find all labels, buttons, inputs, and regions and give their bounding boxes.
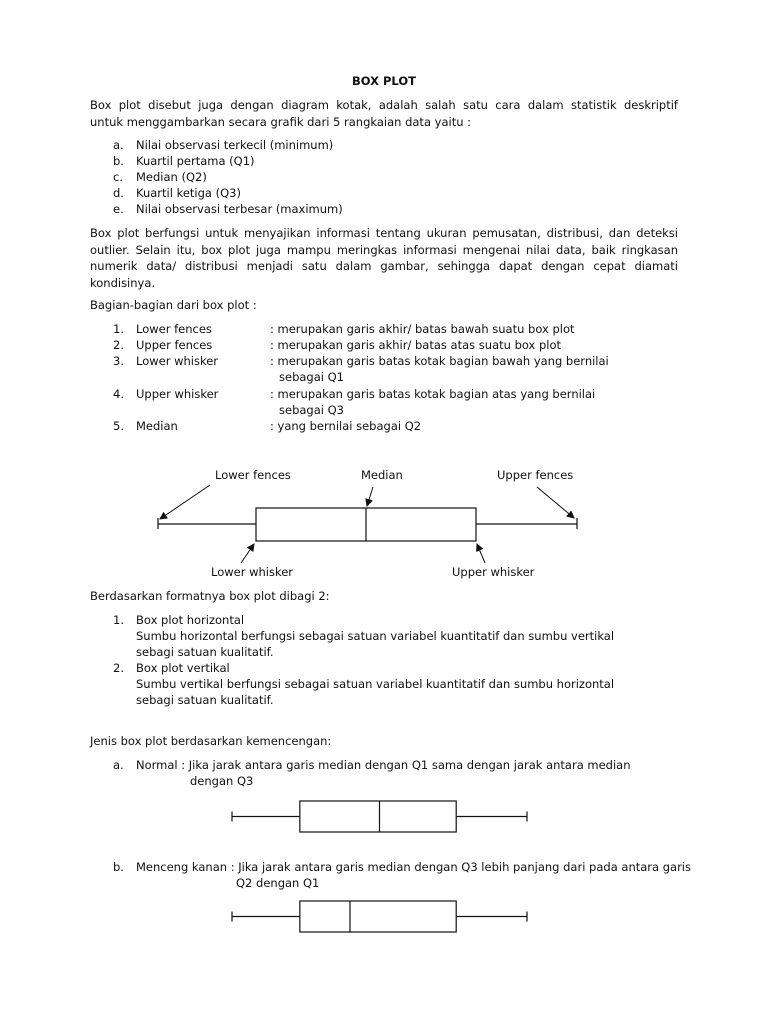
part-term: Lower fences	[136, 322, 212, 336]
median-label: Median	[361, 468, 403, 482]
part-desc-cont: sebagai Q3	[279, 403, 344, 417]
list-marker: e.	[113, 202, 124, 216]
format-desc: Sumbu horizontal berfungsi sebagai satuan variabel kuantitatif dan sumbu vertikal	[136, 629, 615, 643]
skew-normal-desc-cont: dengan Q3	[190, 774, 254, 788]
format-name: Box plot horizontal	[136, 613, 245, 627]
list-marker: b.	[113, 860, 124, 874]
skew-right-desc: Menceng kanan : Jika jarak antara garis median dengan Q3 lebih panjang dari pada antara garis	[136, 860, 691, 874]
list-item: Kuartil pertama (Q1)	[136, 154, 255, 168]
list-item: Median (Q2)	[136, 170, 207, 184]
list-number: 1.	[113, 322, 124, 336]
list-marker: a.	[113, 758, 124, 772]
list-marker: c.	[113, 170, 123, 184]
part-desc: : merupakan garis batas kotak bagian atas yang bernilai	[270, 387, 596, 401]
list-number: 5.	[113, 419, 124, 433]
upper-whisker-label: Upper whisker	[452, 565, 535, 579]
list-number: 4.	[113, 387, 124, 401]
format-desc-cont: sebagi satuan kualitatif.	[136, 693, 274, 707]
paragraph-line: kondisinya.	[90, 275, 156, 290]
list-marker: b.	[113, 154, 124, 168]
list-item: Nilai observasi terbesar (maximum)	[136, 202, 343, 216]
part-term: Median	[136, 419, 178, 433]
box	[300, 901, 456, 932]
list-number: 2.	[113, 661, 124, 675]
part-desc: : merupakan garis batas kotak bagian bawah yang bernilai	[270, 354, 609, 368]
lower-fences-label: Lower fences	[215, 468, 291, 482]
part-desc-cont: sebagai Q1	[279, 370, 344, 384]
parts-heading: Bagian-bagian dari box plot :	[90, 298, 257, 312]
list-number: 1.	[113, 613, 124, 627]
skew-normal-desc: Normal : Jika jarak antara garis median dengan Q1 sama dengan jarak antara median	[136, 758, 631, 772]
intro-line: untuk menggambarkan secara grafik dari 5 rangkaian data yaitu :	[90, 114, 472, 129]
format-desc-cont: sebagi satuan kualitatif.	[136, 645, 274, 659]
part-term: Lower whisker	[136, 354, 219, 368]
list-number: 2.	[113, 338, 124, 352]
part-desc: : yang bernilai sebagai Q2	[270, 419, 422, 433]
format-name: Box plot vertikal	[136, 661, 230, 675]
skew-heading: Jenis box plot berdasarkan kemencengan:	[90, 734, 332, 748]
list-item: Kuartil ketiga (Q3)	[136, 186, 241, 200]
format-desc: Sumbu vertikal berfungsi sebagai satuan variabel kuantitatif dan sumbu horizontal	[136, 677, 615, 691]
intro-line: Box plot disebut juga dengan diagram kotak, adalah salah satu cara dalam statistik deskriptif	[90, 98, 678, 112]
list-marker: d.	[113, 186, 124, 200]
page-title: BOX PLOT	[352, 74, 416, 88]
paragraph-line: Box plot berfungsi untuk menyajikan informasi tentang ukuran pemusatan, distribusi, dan deteksi	[90, 226, 678, 240]
list-item: Nilai observasi terkecil (minimum)	[136, 138, 334, 152]
skew-right-desc-cont: Q2 dengan Q1	[236, 876, 320, 890]
paragraph-line: outlier. Selain itu, box plot juga mampu meringkas informasi mengenai nilai data, baik ringkasan	[90, 242, 678, 257]
list-marker: a.	[113, 138, 124, 152]
list-number: 3.	[113, 354, 124, 368]
part-term: Upper whisker	[136, 387, 219, 401]
part-term: Upper fences	[136, 338, 213, 352]
part-desc: : merupakan garis akhir/ batas atas suatu box plot	[270, 338, 562, 352]
upper-fences-label: Upper fences	[497, 468, 574, 482]
part-desc: : merupakan garis akhir/ batas bawah suatu box plot	[270, 322, 575, 336]
paragraph-line: numerik data/ distribusi menjadi satu dalam gambar, sehingga dapat dengan cepat diamati	[90, 259, 678, 273]
format-heading: Berdasarkan formatnya box plot dibagi 2:	[90, 589, 330, 603]
lower-whisker-label: Lower whisker	[211, 565, 294, 579]
